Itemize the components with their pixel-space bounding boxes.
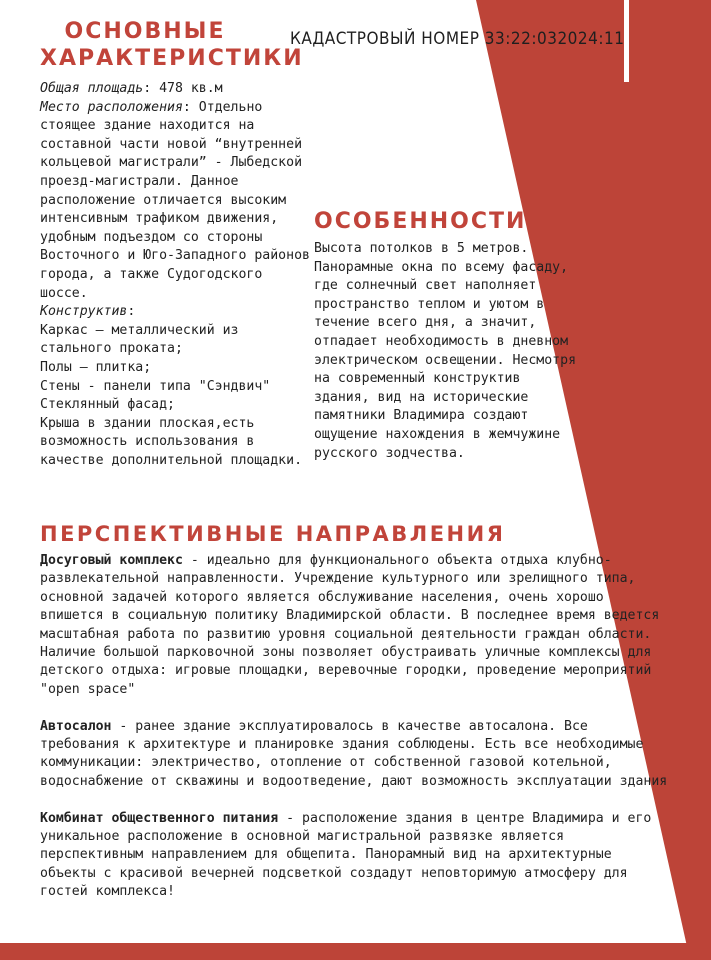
construction-line [40, 303, 310, 322]
construction-colon: : [127, 304, 136, 320]
construction-item: Каркас – металлический из стального проката; [40, 322, 239, 357]
bottom-red-bar [0, 943, 711, 960]
perspective-paragraph-car-dealer [40, 718, 670, 792]
perspective-paragraph-catering [40, 810, 670, 902]
area-value: : 478 кв.м [143, 81, 223, 96]
paragraph-text: - ранее здание эксплуатировалось в качестве автосалона. Все требования к архитектуре и планировке здания соблюдены. Есть все необходимые коммуникации: электричество, отопление от собственной газовой котельной, водоснабжение от скважины и водоотведение, дают возможность эксплуатации здания [40, 718, 668, 789]
perspective-heading: ПЕРСПЕКТИВНЫЕ НАПРАВЛЕНИЯ [40, 522, 506, 546]
construction-item: Стеклянный фасад; [40, 397, 175, 413]
main-characteristics-body [40, 80, 310, 470]
location-label: Место расположения [40, 99, 183, 115]
paragraph-text: - расположение здания в центре Владимира и его уникальное расположение в основной магистральной развязке является перспективным направлением для общепита. Панорамный вид на архитектурные объекты с красивой вечерней подсветкой создадут неповторимую атмосферу для гостей комплекса! [40, 810, 652, 900]
paragraph-title: Досуговый комплекс [40, 553, 183, 568]
construction-item: Крыша в здании плоская,есть возможность использования в качестве дополнительной площадки. [40, 415, 303, 468]
white-vertical-line [624, 0, 629, 82]
cadastral-number: КАДАСТРОВЫЙ НОМЕР 33:22:032024:11 [290, 29, 625, 49]
perspective-paragraph-leisure [40, 552, 670, 699]
construction-item: Стены - панели типа "Сэндвич" [40, 378, 271, 394]
construction-label: Конструктив [40, 304, 128, 320]
construction-item: Полы – плитка; [40, 359, 152, 375]
area-line [40, 80, 310, 99]
paragraph-title: Комбинат общественного питания [40, 810, 279, 826]
location-line [40, 99, 310, 304]
heading-line-1: ОСНОВНЫЕ [64, 19, 226, 44]
perspective-body [40, 552, 670, 920]
paragraph-title: Автосалон [40, 718, 112, 734]
features-text: Высота потолков в 5 метров. Панорамные окна по всему фасаду, где солнечный свет наполняет пространство теплом и уютом в течение всего дня, а значит, отпадает необходимость в дневном электрическом освещении. Несмотря на современный конструктив здания, вид на исторические памятники Владимира создают ощущение нахождения в жемчужине русского зодчества. [314, 241, 577, 461]
paragraph-text: - идеально для функционального объекта отдыха клубно-развлекательной направленности. Учреждение культурного или зрелищного типа, основной задачей которого является обслуживание населения, очень хорошо впишется в социальную политику Владимирской области. В последнее время ведется масштабная работа по развитию уровня социальной деятельности граждан области. Наличие большой парковочной зоны позволяет обустраивать уличные комплексы для детского отдыха: игровые площадки, веревочные городки, проведение мероприятий "open space" [40, 553, 660, 697]
heading-line-2: ХАРАКТЕРИСТИКИ [40, 46, 304, 71]
main-characteristics-heading [40, 18, 304, 72]
location-value: : Отдельно стоящее здание находится на составной части новой “внутренней кольцевой магистрали” - Лыбедской проезд-магистрали. Данное расположение отличается высоким интенсивным трафиком движения, удобным подъездом со стороны Восточного и Юго-Западного районов города, а также Судогодского шоссе. [40, 99, 310, 301]
features-heading: ОСОБЕННОСТИ [314, 209, 527, 234]
area-label: Общая площадь [40, 81, 144, 96]
